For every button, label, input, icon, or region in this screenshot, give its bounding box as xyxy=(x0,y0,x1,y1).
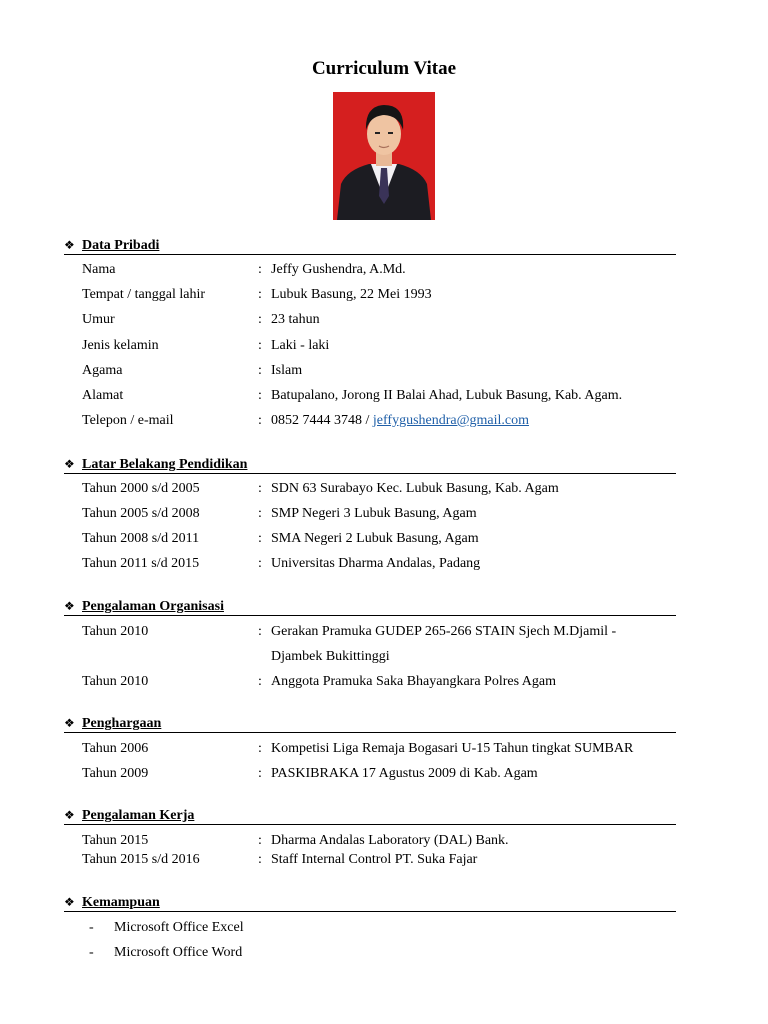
section-heading: ❖ Penghargaan xyxy=(64,716,676,733)
section-kerja: ❖ Pengalaman Kerja Tahun 2015 : Dharma Andalas Laboratory (DAL) Bank. Tahun 2015 s/d 2016 : Staff Internal Control PT. Suka Fajar xyxy=(64,808,676,825)
section-pendidikan: ❖ Latar Belakang Pendidikan Tahun 2000 s/d 2005 : SDN 63 Surabayo Kec. Lubuk Basung, Kab. Agam Tahun 2005 s/d 2008 : SMP Negeri 3 Lubuk Basung, Agam Tahun 2008 s/d 2011 : SMA Negeri 2 Lubuk Basung, Agam Tahun 2011 s/d 2015 : Universitas Dharma Andalas, Padang xyxy=(64,457,676,474)
section-organisasi: ❖ Pengalaman Organisasi Tahun 2010 : Gerakan Pramuka GUDEP 265-266 STAIN Sjech M.Djamil - Djambek Bukittinggi Tahun 2010 : Anggota Pramuka Saka Bhayangkara Polres Agam xyxy=(64,599,676,616)
section-heading: ❖ Latar Belakang Pendidikan xyxy=(64,457,676,474)
diamond-bullet-icon: ❖ xyxy=(64,238,75,252)
section-heading: ❖ Kemampuan xyxy=(64,895,676,912)
diamond-bullet-icon: ❖ xyxy=(64,599,75,613)
diamond-bullet-icon: ❖ xyxy=(64,808,75,822)
section-heading: ❖ Pengalaman Organisasi xyxy=(64,599,676,616)
profile-photo xyxy=(333,92,435,220)
diamond-bullet-icon: ❖ xyxy=(64,895,75,909)
section-kemampuan: ❖ Kemampuan - Microsoft Office Excel - Microsoft Office Word xyxy=(64,895,676,912)
page-title: Curriculum Vitae xyxy=(311,58,457,79)
person-portrait-icon xyxy=(333,92,435,220)
section-penghargaan: ❖ Penghargaan Tahun 2006 : Kompetisi Liga Remaja Bogasari U-15 Tahun tingkat SUMBAR Tahun 2009 : PASKIBRAKA 17 Agustus 2009 di Kab. Agam xyxy=(64,716,676,733)
section-data-pribadi: ❖ Data Pribadi Nama : Jeffy Gushendra, A.Md. Tempat / tanggal lahir : Lubuk Basung, 22 Mei 1993 Umur : 23 tahun Jenis kelamin : Laki - laki Agama : Islam Alamat : Batupalano, Jorong II Balai Ahad, Lubuk Basung, Kab. Agam. Telepon / e-mail : 0852 7444 3748 / jeffygushendra@gmail.com xyxy=(64,238,676,255)
diamond-bullet-icon: ❖ xyxy=(64,457,75,471)
section-heading: ❖ Pengalaman Kerja xyxy=(64,808,676,825)
section-heading: ❖ Data Pribadi xyxy=(64,238,676,255)
email-link[interactable]: jeffygushendra@gmail.com xyxy=(372,413,529,428)
diamond-bullet-icon: ❖ xyxy=(64,716,75,730)
